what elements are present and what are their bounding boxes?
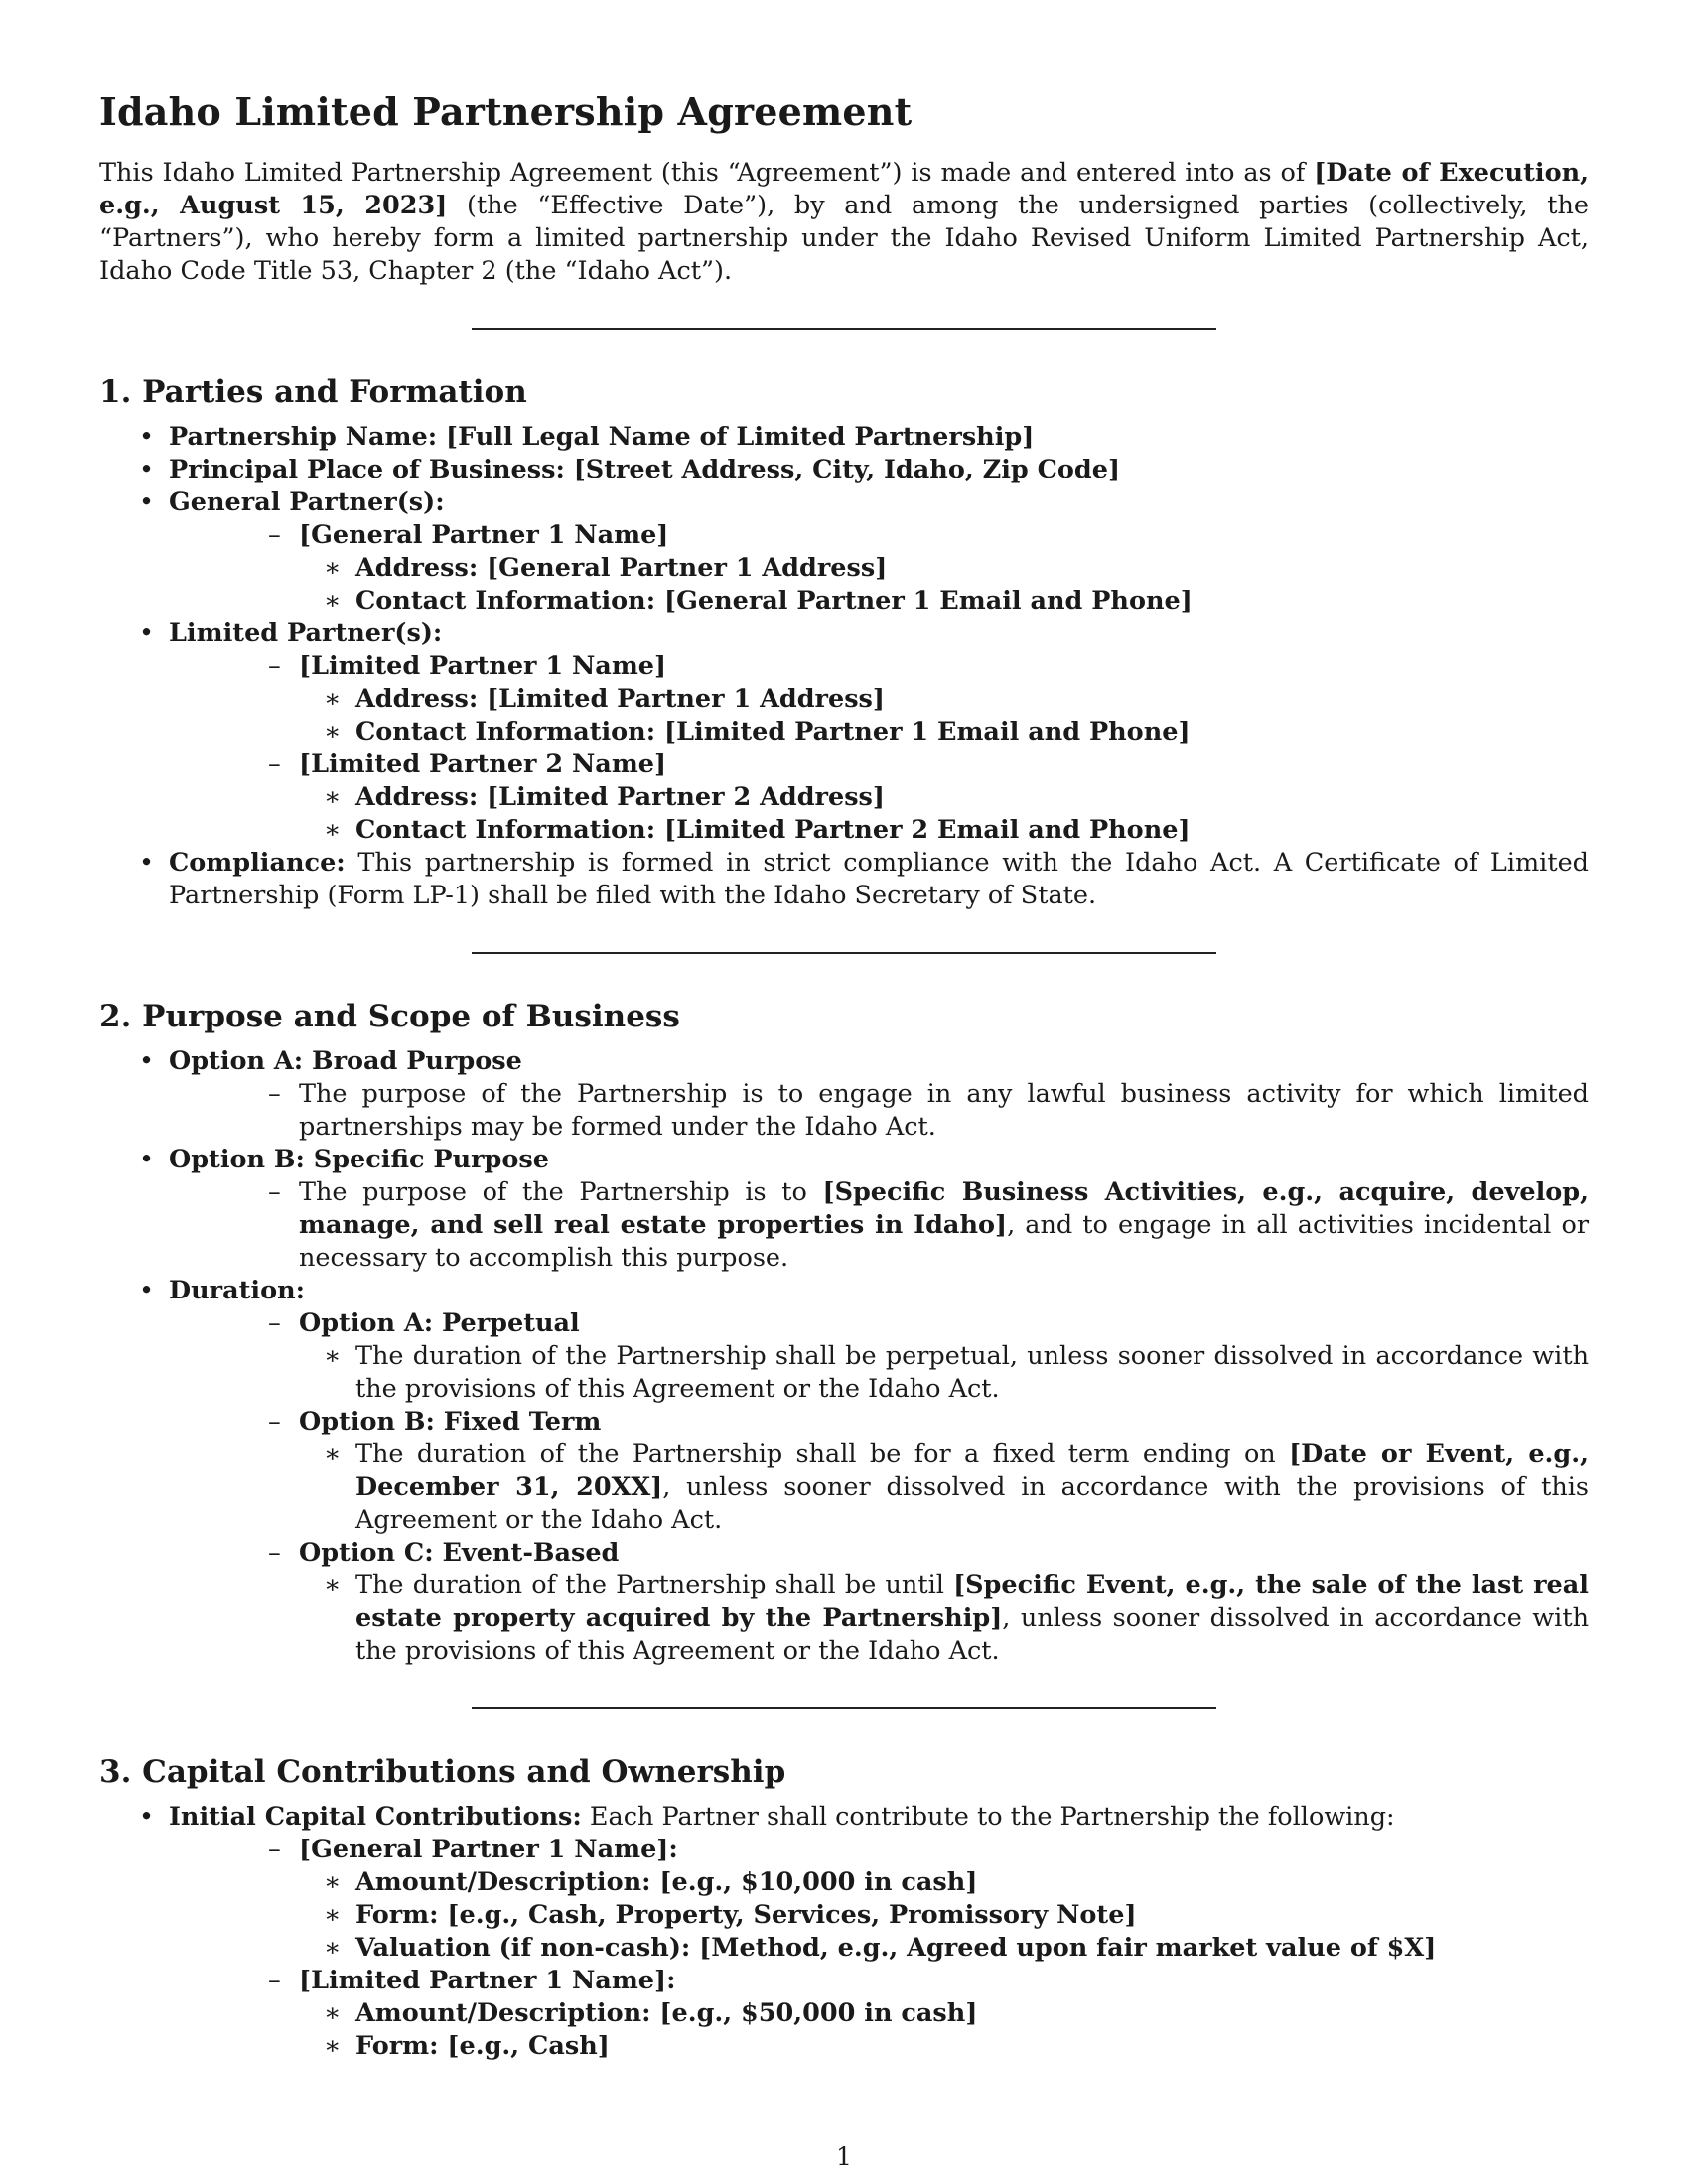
contribution-gp1-details bbox=[299, 1866, 1589, 1965]
purpose-option-b-text-1: The purpose of the Partnership is to bbox=[299, 1177, 823, 1207]
list-item bbox=[99, 1144, 1589, 1275]
lp1-address: Address: [Limited Partner 1 Address] bbox=[355, 684, 885, 714]
duration-option-c-label: Option C: Event-Based bbox=[299, 1538, 620, 1568]
duration-option-b-list bbox=[299, 1438, 1589, 1537]
page-number: 1 bbox=[836, 2142, 852, 2171]
document-title: Idaho Limited Partnership Agreement bbox=[99, 89, 913, 134]
section-1-list bbox=[99, 421, 1589, 912]
lp2-address: Address: [Limited Partner 2 Address] bbox=[355, 782, 885, 812]
purpose-option-a-label: Option A: Broad Purpose bbox=[169, 1046, 522, 1076]
list-item bbox=[169, 1078, 1589, 1144]
duration-option-b-text-1: The duration of the Partnership shall be for a fixed term ending on bbox=[355, 1439, 1290, 1469]
intro-paragraph bbox=[99, 157, 1589, 288]
list-item bbox=[299, 585, 1589, 617]
list-item bbox=[299, 716, 1589, 749]
lp1-contact: Contact Information: [Limited Partner 1 Email and Phone] bbox=[355, 717, 1191, 747]
list-item bbox=[299, 1340, 1589, 1406]
section-2-list bbox=[99, 1045, 1589, 1668]
initial-contributions-label: Initial Capital Contributions: bbox=[169, 1802, 582, 1832]
purpose-option-b-text-2: , and to engage in all activities incidental or necessary to accomplish this purpose. bbox=[299, 1210, 1590, 1273]
gp1-details bbox=[299, 552, 1589, 617]
list-item bbox=[299, 1899, 1589, 1932]
limited-partners-label: Limited Partner(s): bbox=[169, 618, 443, 648]
duration-option-c-text-2: , unless sooner dissolved in accordance with the provisions of this Agreement or the Idaho Act. bbox=[355, 1603, 1589, 1666]
initial-contributions-text: Each Partner shall contribute to the Partnership the following: bbox=[581, 1802, 1395, 1832]
list-item bbox=[169, 749, 1589, 847]
contribution-lp1-details bbox=[299, 1997, 1589, 2063]
duration-option-b-placeholder: [Date or Event, e.g., December 31, 20XX] bbox=[355, 1439, 1590, 1502]
list-item bbox=[99, 1045, 1589, 1144]
duration-option-c-placeholder: [Specific Event, e.g., the sale of the last real estate property acquired by the Partnership] bbox=[355, 1570, 1589, 1633]
lp2-contact: Contact Information: [Limited Partner 2 Email and Phone] bbox=[355, 815, 1191, 845]
list-item bbox=[99, 847, 1589, 912]
duration-option-b-label: Option B: Fixed Term bbox=[299, 1407, 602, 1436]
duration-options-list bbox=[238, 1307, 1589, 1668]
list-item bbox=[169, 1307, 1589, 1406]
general-partners-list bbox=[238, 519, 1589, 617]
list-item bbox=[169, 1176, 1589, 1275]
limited-partners-list bbox=[238, 650, 1589, 847]
list-item bbox=[299, 814, 1589, 847]
section-divider bbox=[472, 1707, 1216, 1709]
intro-date-placeholder: [Date of Execution, e.g., August 15, 2023] bbox=[99, 158, 1589, 220]
compliance-label: Compliance: bbox=[169, 848, 346, 878]
list-item bbox=[169, 1834, 1589, 1965]
principal-place: Principal Place of Business: [Street Address, City, Idaho, Zip Code] bbox=[169, 455, 1121, 484]
duration-option-a-text: The duration of the Partnership shall be perpetual, unless sooner dissolved in accordance with the provisions of this Agreement or the Idaho Act. bbox=[355, 1341, 1589, 1404]
list-item bbox=[299, 781, 1589, 814]
contributions-list bbox=[238, 1834, 1589, 2063]
gp1-name: [General Partner 1 Name] bbox=[299, 520, 669, 550]
purpose-option-b-placeholder: [Specific Business Activities, e.g., acquire, develop, manage, and sell real estate properties in Idaho] bbox=[299, 1177, 1589, 1240]
duration-option-a-list bbox=[299, 1340, 1589, 1406]
contribution-gp1-form: Form: [e.g., Cash, Property, Services, Promissory Note] bbox=[355, 1900, 1137, 1930]
list-item bbox=[99, 454, 1589, 486]
list-item bbox=[99, 617, 1589, 847]
general-partners-label: General Partner(s): bbox=[169, 487, 445, 517]
contribution-lp1-name: [Limited Partner 1 Name]: bbox=[299, 1966, 676, 1995]
section-2-heading: 2. Purpose and Scope of Business bbox=[99, 999, 680, 1034]
list-item bbox=[169, 650, 1589, 749]
duration-option-c-text-1: The duration of the Partnership shall be until bbox=[355, 1570, 954, 1600]
section-3-list bbox=[99, 1801, 1589, 2063]
intro-text-2: (the “Effective Date”), by and among the undersigned parties (collectively, the “Partners”), who hereby form a limited partnership under the Idaho Revised Uniform Limited Partnership Act, Idaho Code Title 53, Chapter 2 (the “Idaho Act”). bbox=[99, 191, 1589, 286]
gp1-address: Address: [General Partner 1 Address] bbox=[355, 553, 888, 583]
duration-option-a-label: Option A: Perpetual bbox=[299, 1308, 580, 1338]
purpose-option-b-list bbox=[238, 1176, 1589, 1275]
purpose-option-b-label: Option B: Specific Purpose bbox=[169, 1145, 549, 1174]
intro-text-1: This Idaho Limited Partnership Agreement (this “Agreement”) is made and entered into as of bbox=[99, 158, 1315, 188]
duration-label: Duration: bbox=[169, 1276, 306, 1305]
list-item bbox=[99, 486, 1589, 617]
lp2-name: [Limited Partner 2 Name] bbox=[299, 750, 667, 779]
purpose-option-a-text: The purpose of the Partnership is to engage in any lawful business activity for which limited partnerships may be formed under the Idaho Act. bbox=[299, 1079, 1589, 1142]
section-divider bbox=[472, 328, 1216, 330]
contribution-gp1-name: [General Partner 1 Name]: bbox=[299, 1835, 678, 1864]
contribution-gp1-amount: Amount/Description: [e.g., $10,000 in cash] bbox=[355, 1867, 978, 1897]
list-item bbox=[169, 519, 1589, 617]
partnership-name: Partnership Name: [Full Legal Name of Limited Partnership] bbox=[169, 422, 1035, 452]
list-item bbox=[299, 1932, 1589, 1965]
contribution-lp1-amount: Amount/Description: [e.g., $50,000 in cash] bbox=[355, 1998, 978, 2028]
purpose-option-a-list bbox=[238, 1078, 1589, 1144]
list-item bbox=[99, 421, 1589, 454]
list-item bbox=[169, 1406, 1589, 1537]
section-1-heading: 1. Parties and Formation bbox=[99, 374, 527, 410]
list-item bbox=[299, 1570, 1589, 1668]
contribution-gp1-valuation: Valuation (if non-cash): [Method, e.g., Agreed upon fair market value of $X] bbox=[355, 1933, 1437, 1963]
list-item bbox=[299, 552, 1589, 585]
list-item bbox=[299, 1866, 1589, 1899]
list-item bbox=[169, 1965, 1589, 2063]
list-item bbox=[169, 1537, 1589, 1668]
compliance-text: This partnership is formed in strict compliance with the Idaho Act. A Certificate of Limited Partnership (Form LP-1) shall be filed with the Idaho Secretary of State. bbox=[169, 848, 1589, 910]
list-item bbox=[299, 2030, 1589, 2063]
gp1-contact: Contact Information: [General Partner 1 Email and Phone] bbox=[355, 586, 1193, 615]
list-item bbox=[99, 1801, 1589, 2063]
document-page bbox=[99, 89, 1589, 2063]
duration-option-c-list bbox=[299, 1570, 1589, 1668]
contribution-lp1-form: Form: [e.g., Cash] bbox=[355, 2031, 610, 2061]
lp2-details bbox=[299, 781, 1589, 847]
lp1-name: [Limited Partner 1 Name] bbox=[299, 651, 667, 681]
section-divider bbox=[472, 952, 1216, 954]
section-3-heading: 3. Capital Contributions and Ownership bbox=[99, 1754, 786, 1790]
duration-option-b-text-2: , unless sooner dissolved in accordance with the provisions of this Agreement or the Idaho Act. bbox=[355, 1472, 1589, 1535]
list-item bbox=[299, 1438, 1589, 1537]
list-item bbox=[299, 1997, 1589, 2030]
list-item bbox=[99, 1275, 1589, 1668]
list-item bbox=[299, 683, 1589, 716]
lp1-details bbox=[299, 683, 1589, 749]
